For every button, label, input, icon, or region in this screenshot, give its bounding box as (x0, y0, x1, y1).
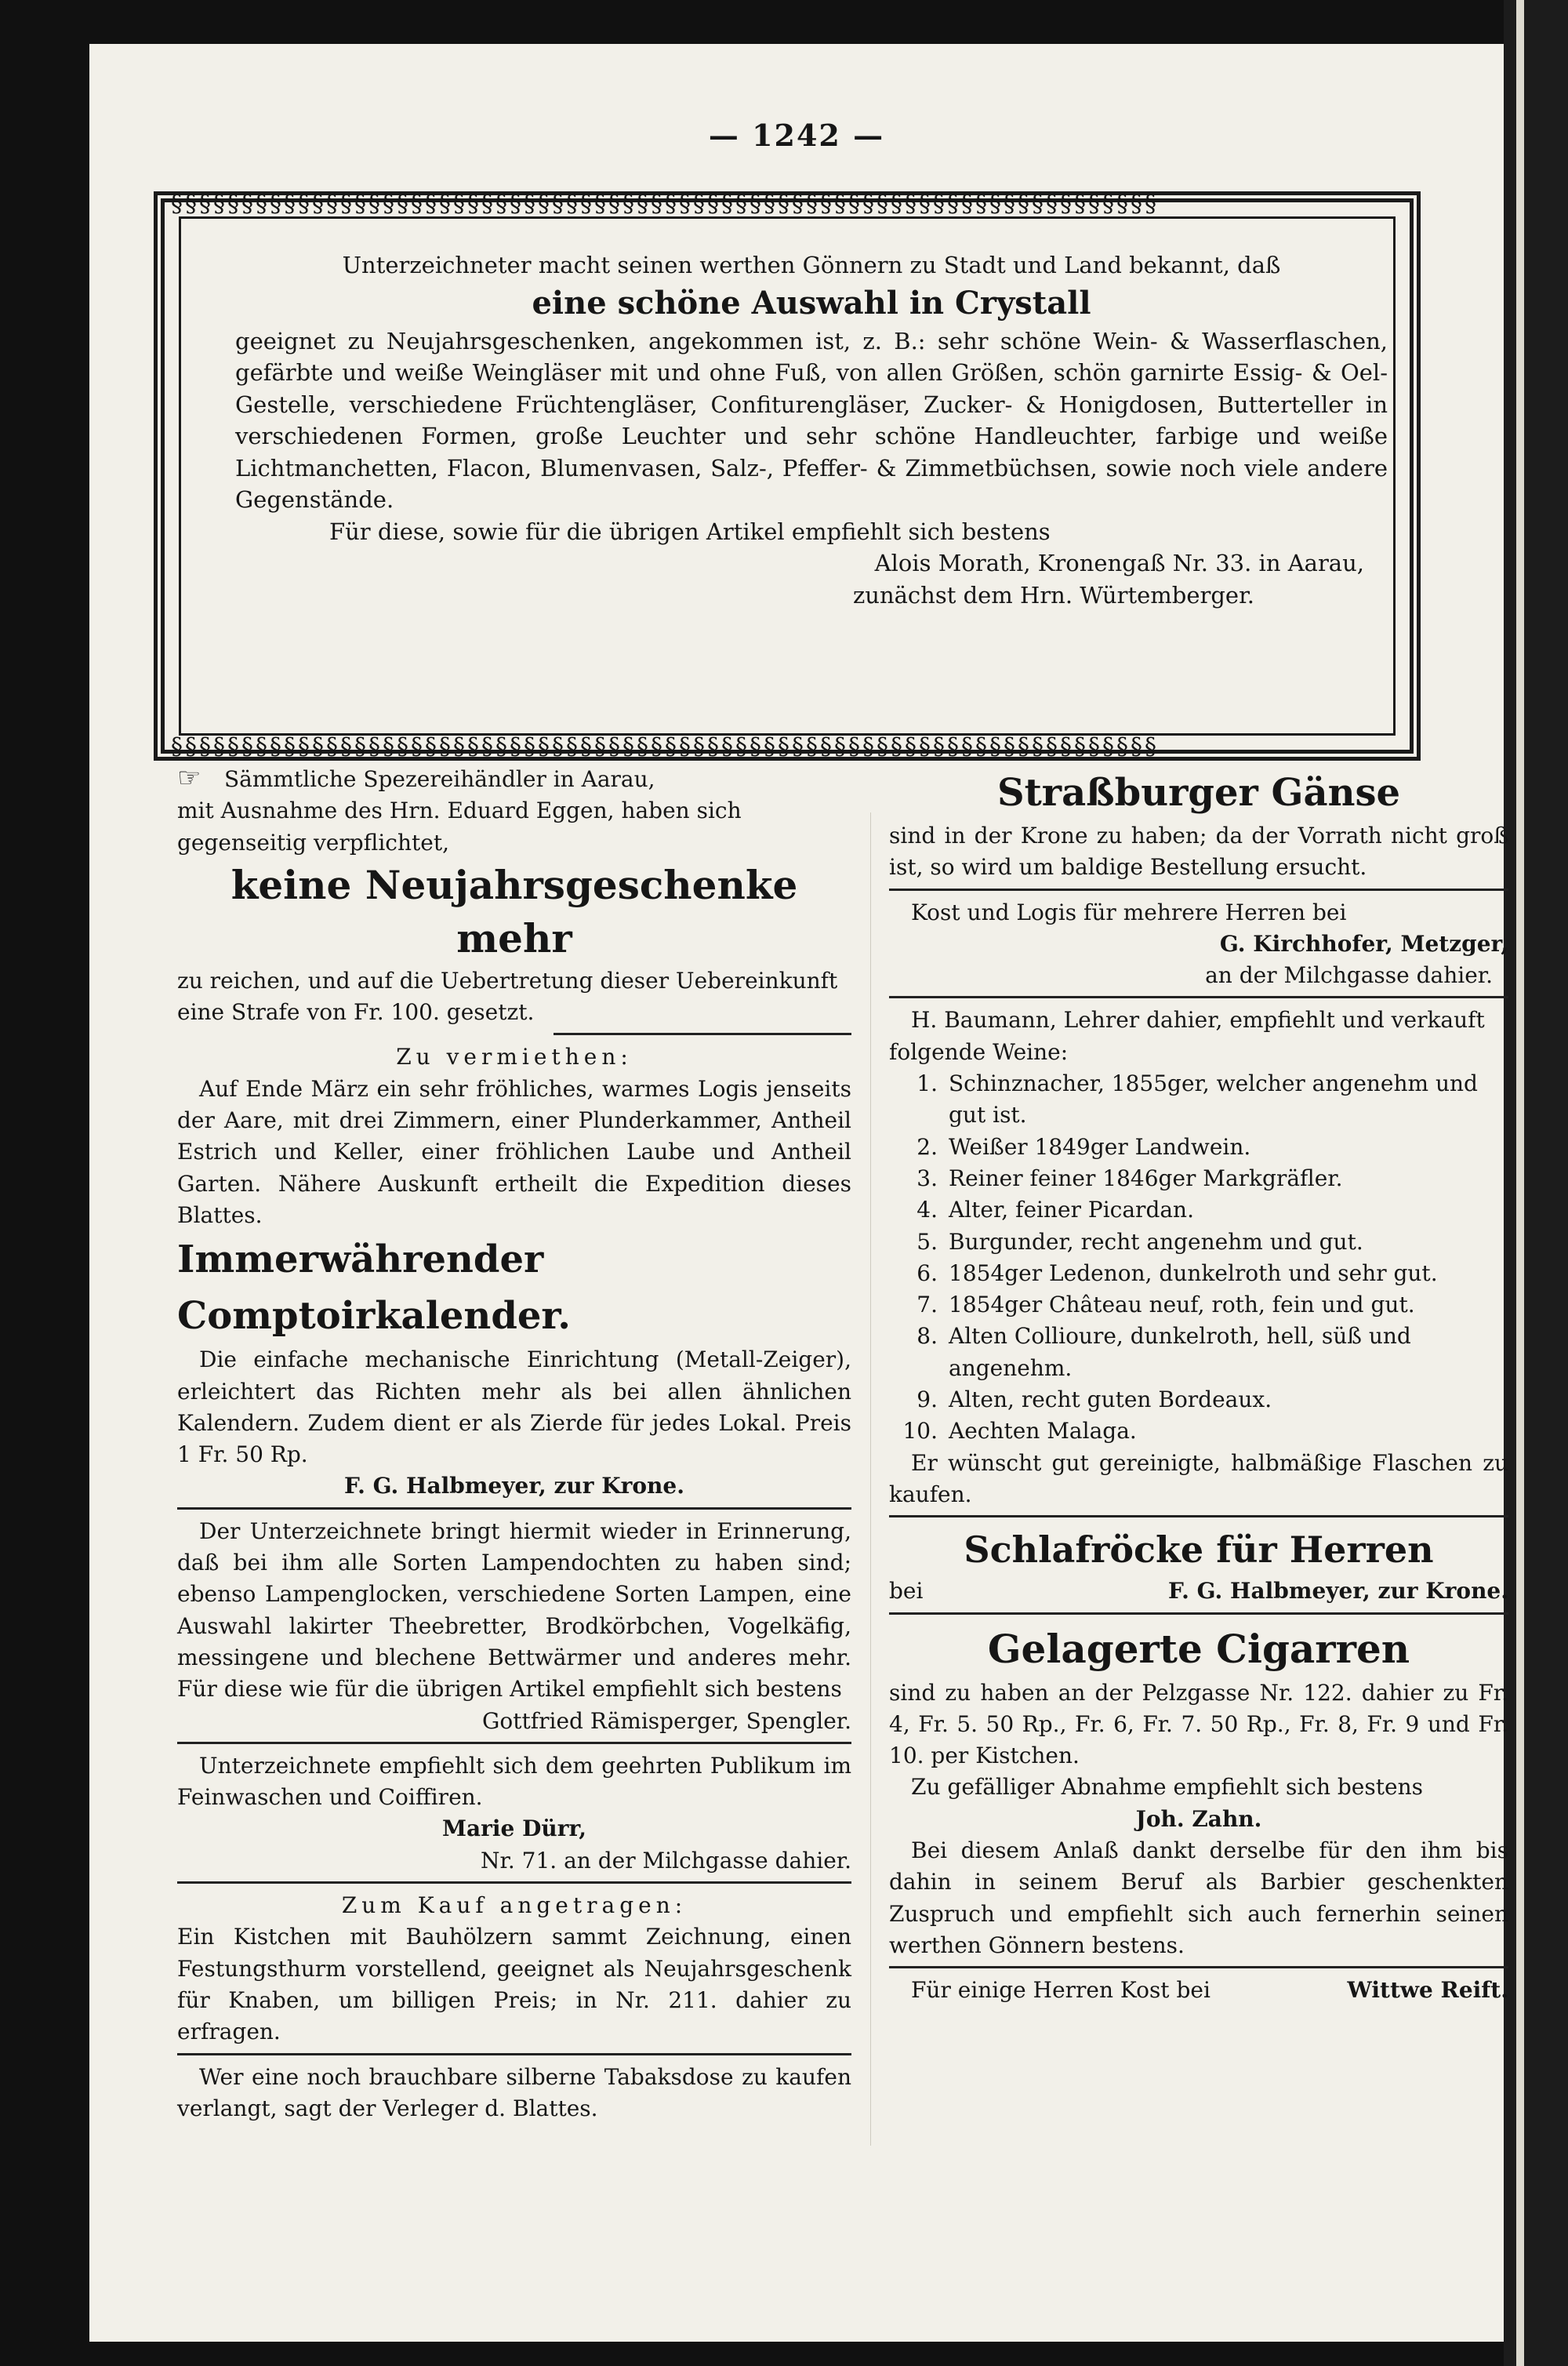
kalender-headline: Immerwährender Comptoirkalender. (177, 1238, 572, 1339)
lampen-signature: Gottfried Rämisperger, Spengler. (482, 1707, 851, 1734)
schlafroecke-line (889, 1576, 1508, 1607)
wine-item: 10. Aechten Malaga. (902, 1418, 1137, 1445)
vermiethen-body: Auf Ende März ein sehr fröhliches, warmes Logis jenseits der Aare, mit drei Zimmern, einer Plunderkammer, Antheil Estrich und Keller, einer fröhlichen Laube und Antheil Garten. Nähere Auskunft ertheilt die Expedition dieses Blattes. (177, 1075, 851, 1228)
newspaper-page (89, 44, 1508, 2342)
crystal-ad-closing: Für diese, sowie für die übrigen Artikel empfiehlt sich bestens (329, 518, 1051, 545)
feinwaschen-address: Nr. 71. an der Milchgasse dahier. (481, 1847, 851, 1874)
ornament-top: §§§§§§§§§§§§§§§§§§§§§§§§§§§§§§§§§§§§§§§§§§§§§§§§§§§§§§§§§§§§§§§§§§§§§§ (171, 193, 1159, 216)
kalender-signature: F. G. Halbmeyer, zur Krone. (344, 1473, 684, 1499)
gaense-body: sind in der Krone zu haben; da der Vorrath nicht groß ist, so wird um baldige Bestellung ersucht. (889, 823, 1508, 881)
divider (889, 889, 1508, 891)
crystal-ad-box (154, 191, 1421, 761)
right-column (889, 765, 1508, 2007)
cigarren-signature: Joh. Zahn. (1135, 1805, 1262, 1832)
divider (889, 1612, 1508, 1615)
divider (177, 1742, 851, 1744)
lampen-body: Der Unterzeichnete bringt hiermit wieder in Erinnerung, daß bei ihm alle Sorten Lampendochten zu haben sind; ebenso Lampenglocken, verschiedene Sorten Lampen, eine Auswahl lakirter Theebretter, Brodkörbchen, Vogelkäfig, messingene und blechene Bettwärmer und anderes mehr. Für diese wie für die übrigen Artikel empfiehlt sich bestens (177, 1517, 851, 1703)
cigarren-body2: Bei diesem Anlaß dankt derselbe für den ihm bis dahin in seinem Beruf als Barbier geschenkten Zuspruch und empfiehlt sich auch fernerhin seinen werthen Gönnern bestens. (889, 1837, 1508, 1958)
weine-list (889, 1068, 1508, 1448)
wine-item: 8. Alten Collioure, dunkelroth, hell, süß und angenehm. (916, 1323, 1411, 1381)
cigarren-headline: Gelagerte Cigarren (987, 1625, 1410, 1672)
wine-item: 7. 1854ger Château neuf, roth, fein und gut. (916, 1292, 1415, 1318)
gaense-headline: Straßburger Gänse (996, 771, 1401, 815)
page-number: — 1242 — (708, 118, 885, 153)
divider (177, 2053, 851, 2055)
left-column (177, 762, 851, 2124)
kost-reift-line (889, 1975, 1508, 2006)
schlafroecke-signature: F. G. Halbmeyer, zur Krone. (1168, 1578, 1508, 1605)
schlafroecke-headline: Schlafröcke für Herren (964, 1528, 1434, 1572)
feinwaschen-body: Unterzeichnete empfiehlt sich dem geehrten Publikum im Feinwaschen und Coiffiren. (177, 1752, 851, 1811)
kauf-title: Zum Kauf angetragen: (341, 1892, 688, 1919)
ornament-bottom: §§§§§§§§§§§§§§§§§§§§§§§§§§§§§§§§§§§§§§§§§§§§§§§§§§§§§§§§§§§§§§§§§§§§§§ (171, 736, 1159, 759)
wine-item: 1. Schinznacher, 1855ger, welcher angenehm und gut ist. (916, 1070, 1478, 1128)
column-separator (870, 812, 871, 2146)
wine-item: 4. Alter, feiner Picardan. (916, 1197, 1194, 1223)
weine-intro: H. Baumann, Lehrer dahier, empfiehlt und verkauft folgende Weine: (889, 1007, 1485, 1065)
spezerei-headline: keine Neujahrsgeschenke mehr (230, 861, 798, 961)
kost-body: Kost und Logis für mehrere Herren bei (911, 899, 1347, 925)
kost-signature: G. Kirchhofer, Metzger, (1219, 930, 1508, 957)
divider (177, 1881, 851, 1884)
wine-item: 6. 1854ger Ledenon, dunkelroth und sehr gut. (916, 1259, 1438, 1286)
spezerei-line2: mit Ausnahme des Hrn. Eduard Eggen, haben sich gegenseitig verpflichtet, (177, 798, 742, 856)
wine-item: 3. Reiner feiner 1846ger Markgräfler. (916, 1165, 1343, 1191)
pointing-hand-icon: ☞ (177, 762, 201, 794)
kost-reift-body: Für einige Herren Kost bei (911, 1977, 1210, 2004)
kost-address: an der Milchgasse dahier. (1205, 962, 1493, 989)
crystal-ad-body: geeignet zu Neujahrsgeschenken, angekommen ist, z. B.: sehr schöne Wein- & Wasserflaschen, gefärbte und weiße Weingläser mit und ohne Fuß, von allen Größen, schön garnirte Essig- & Oel-Gestelle, verschiedene Früchtengläser, Confiturengläser, Zucker- & Honigdosen, Butterteller in verschiedenen Formen, große Leuchter und sehr schöne Handleuchter, farbige und weiße Lichtmanchetten, Flacon, Blumenvasen, Salz-, Pfeffer- & Zimmetbüchsen, sowie noch viele andere Gegenstände. (235, 327, 1388, 513)
divider (889, 1515, 1508, 1517)
kost-reift-signature: Wittwe Reift. (1347, 1977, 1508, 2004)
spezerei-line3: zu reichen, und auf die Uebertretung dieser Uebereinkunft eine Strafe von Fr. 100. gesetzt. (177, 967, 838, 1026)
weine-closing: Er wünscht gut gereinigte, halbmäßige Flaschen zu kaufen. (889, 1449, 1508, 1507)
spezerei-line1: ☞ Sämmtliche Spezereihändler in Aarau, (177, 762, 655, 794)
next-page-strip (1516, 0, 1524, 2366)
divider (889, 1966, 1508, 1968)
wine-item: 5. Burgunder, recht angenehm und gut. (916, 1228, 1363, 1255)
crystal-ad-intro: Unterzeichneter macht seinen werthen Gönnern zu Stadt und Land bekannt, daß (342, 252, 1281, 278)
crystal-ad-signature: Alois Morath, Kronengaß Nr. 33. in Aarau, (874, 550, 1364, 576)
cigarren-closing: Zu gefälliger Abnahme empfiehlt sich bestens (911, 1774, 1423, 1801)
feinwaschen-name: Marie Dürr, (442, 1815, 586, 1842)
schlafroecke-prefix: bei (889, 1578, 924, 1605)
divider (177, 1507, 851, 1510)
page-edge (1504, 0, 1568, 2366)
cigarren-body: sind zu haben an der Pelzgasse Nr. 122. dahier zu Fr. 4, Fr. 5. 50 Rp., Fr. 6, Fr. 7. 50 Rp., Fr. 8, Fr. 9 und Fr. 10. per Kistchen. (889, 1679, 1508, 1769)
crystal-ad-text (235, 249, 1388, 611)
divider (554, 1033, 851, 1035)
tabaksdose-body: Wer eine noch brauchbare silberne Tabaksdose zu kaufen verlangt, sagt der Verleger d. Blattes. (177, 2063, 851, 2121)
vermiethen-title: Zu vermiethen: (396, 1044, 633, 1070)
divider (889, 996, 1508, 998)
wine-item: 9. Alten, recht guten Bordeaux. (916, 1387, 1272, 1413)
crystal-ad-signature-address: zunächst dem Hrn. Würtemberger. (852, 581, 1254, 609)
kalender-body: Die einfache mechanische Einrichtung (Metall-Zeiger), erleichtert das Richten mehr als bei allen ähnlichen Kalendern. Zudem dient er als Zierde für jedes Lokal. Preis 1 Fr. 50 Rp. (177, 1347, 851, 1468)
kauf-body: Ein Kistchen mit Bauhölzern sammt Zeichnung, einen Festungsthurm vorstellend, geeignet als Neujahrsgeschenk für Knaben, um billigen Preis; in Nr. 211. dahier zu erfragen. (177, 1924, 851, 2045)
crystal-ad-headline: eine schöne Auswahl in Crystall (532, 284, 1091, 322)
wine-item: 2. Weißer 1849ger Landwein. (916, 1133, 1251, 1160)
